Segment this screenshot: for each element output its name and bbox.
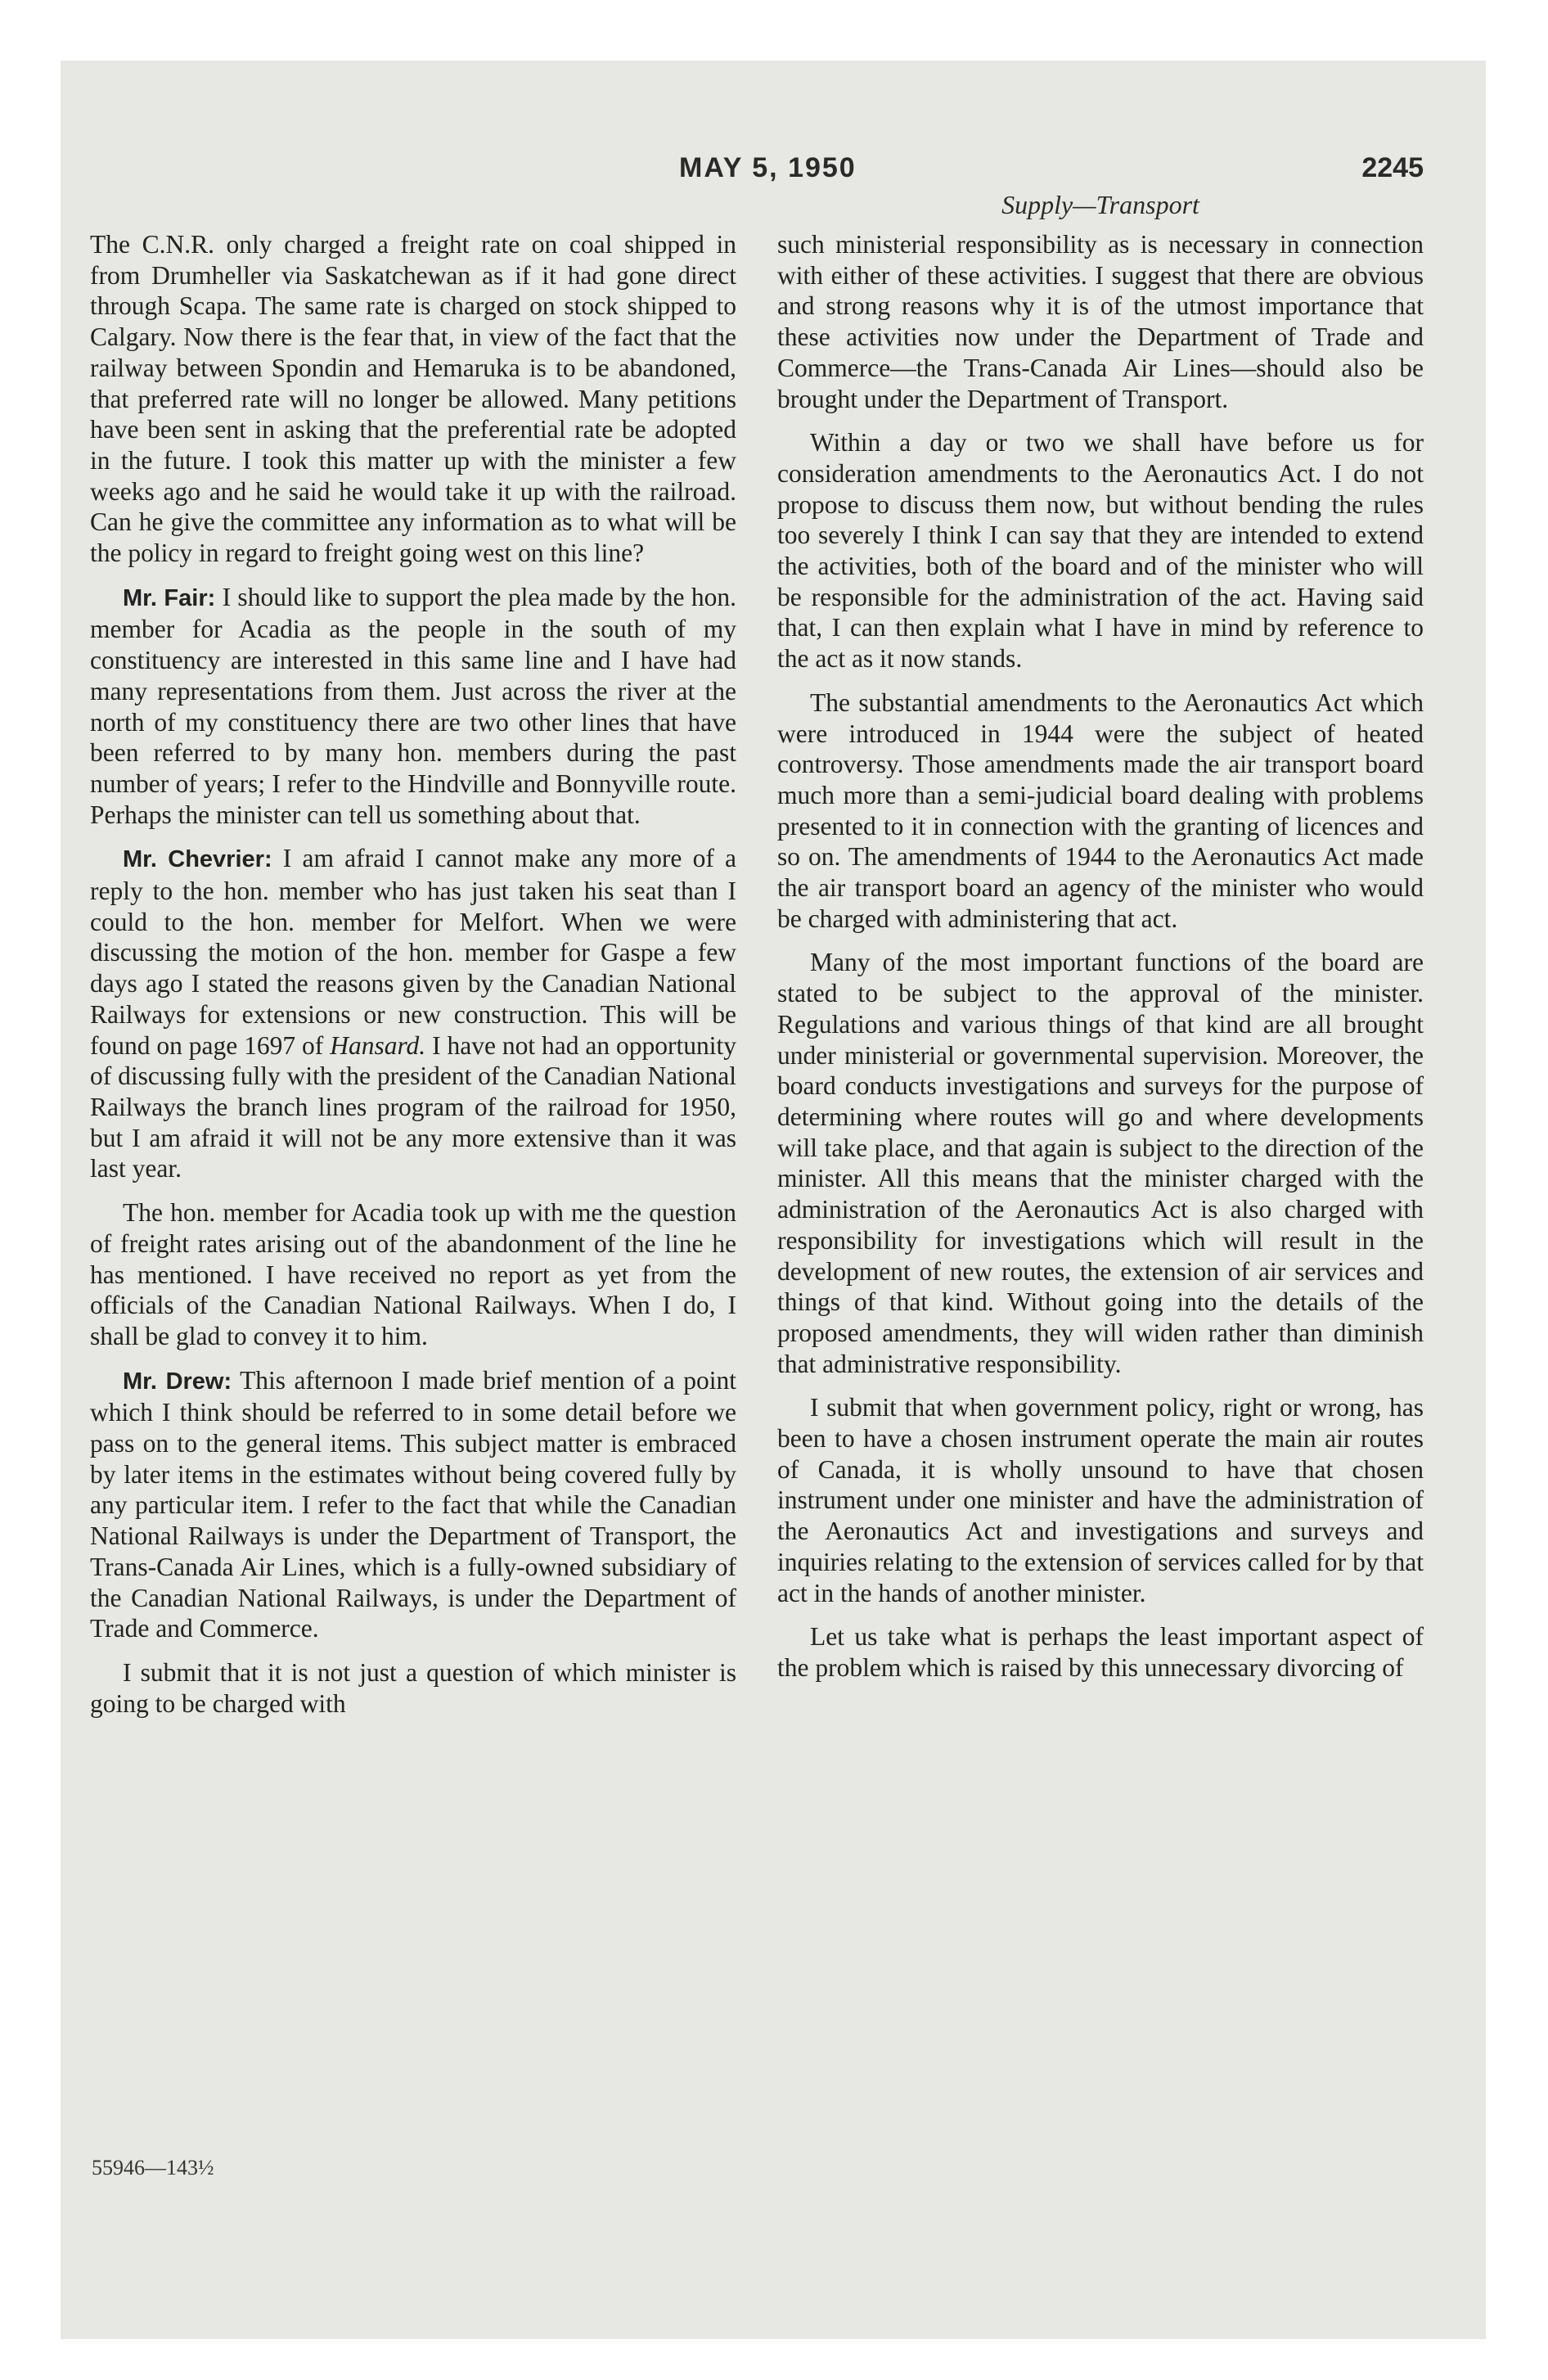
paragraph: Many of the most important functions of the board are stated to be subject to the approval of the minister. Regulations and various things of that kind are all brought under ministerial or governmental supervision. Moreover, the board conducts investigations and surveys for the purpose of determining where routes will go and where developments will take place, and that again is subject to the direction of the minister. All this means that the minister charged with the administration of the Aeronautics Act is also charged with responsibility for investigations which will result in the development of new routes, the extension of air services and things of that kind. Without going into the details of the proposed amendments, they will widen rather than diminish that administrative responsibility. bbox=[777, 948, 1424, 1378]
page-date: MAY 5, 1950 bbox=[679, 152, 857, 183]
speech-text: I should like to support the plea made by the hon. member for Acadia as the people in the south of my constituency are interested in this same line and I have had many representations from them. Just across the river at the north of my constituency there are two other lines that have been referred to by many hon. members during the past number of years; I refer to the Hindville and Bonnyville route. Perhaps the minister can tell us something about that. bbox=[90, 582, 736, 829]
hansard-reference: Hansard. bbox=[330, 1030, 426, 1060]
paragraph: I submit that it is not just a question of which minister is going to be charged with bbox=[90, 1657, 736, 1718]
speech-text: I have not had an opportunity of discussing fully with the president of the Canadian National Railways the branch lines program of the railroad for 1950, but I am afraid it will not be any more extensive than it was last year. bbox=[90, 1030, 737, 1183]
right-column bbox=[777, 229, 1424, 1697]
speech-text: I am afraid I cannot make any more of a reply to the hon. member who has just taken his seat than I could to the hon. member for Melfort. When we were discussing the motion of the hon. member for Gaspe a few days ago I stated the reasons given by the Canadian National Railways for extensions or new construction. This will be found on page 1697 of bbox=[90, 844, 736, 1060]
paragraph: The substantial amendments to the Aeronautics Act which were introduced in 1944 were the subject of heated controversy. Those amendments made the air transport board much more than a semi-judicial board dealing with problems presented to it in connection with the granting of licences and so on. The amendments of 1944 to the Aeronautics Act made the air transport board an agency of the minister who would be charged with administering that act. bbox=[777, 687, 1424, 933]
paragraph: Let us take what is perhaps the least important aspect of the problem which is raised by this unnecessary divorcing of bbox=[777, 1622, 1424, 1682]
running-head: Supply—Transport bbox=[1001, 190, 1199, 219]
paragraph: The C.N.R. only charged a freight rate on coal shipped in from Drumheller via Saskatchewan as if it had gone direct through Scapa. The same rate is charged on stock shipped to Calgary. Now there is the fear that, in view of the fact that the railway between Spondin and Hemaruka is to be abandoned, that preferred rate will no longer be allowed. Many petitions have been sent in asking that the preferential rate be adopted in the future. I took this matter up with the minister a few weeks ago and he said he would take it up with the railroad. Can he give the committee any information as to what will be the policy in regard to freight going west on this line? bbox=[90, 230, 736, 568]
paragraph bbox=[90, 1365, 736, 1644]
paragraph: The hon. member for Acadia took up with me the question of freight rates arising out of the abandonment of the line he has mentioned. I have received no report as yet from the officials of the Canadian National Railways. When I do, I shall be glad to convey it to him. bbox=[90, 1198, 736, 1350]
speaker-name: Mr. Chevrier: bbox=[123, 846, 272, 873]
page-header bbox=[90, 152, 1424, 193]
speaker-name: Mr. Drew: bbox=[123, 1368, 232, 1395]
paragraph: I submit that when government policy, right or wrong, has been to have a chosen instrument operate the main air routes of Canada, it is wholly unsound to have that chosen instrument under one minister and have the administration of the Aeronautics Act and investigations and surveys and inquiries relating to the extension of services called for by that act in the hands of another minister. bbox=[777, 1393, 1424, 1607]
page-number: 2245 bbox=[1361, 152, 1424, 183]
speech-text: This afternoon I made brief mention of a point which I think should be referred to in some detail before we pass on to the general items. This subject matter is embraced by later items in the estimates without being covered fully by any particular item. I refer to the fact that while the Canadian National Railways is under the Department of Transport, the Trans-Canada Air Lines, which is a fully-owned subsidiary of the Canadian National Railways, is under the Department of Trade and Commerce. bbox=[90, 1365, 736, 1643]
speaker-name: Mr. Fair: bbox=[123, 584, 216, 611]
print-code: 55946—143½ bbox=[92, 2156, 214, 2179]
paragraph: such ministerial responsibility as is necessary in connection with either of these activities. I suggest that there are obvious and strong reasons why it is of the utmost importance that these activities now under the Department of Trade and Commerce—the Trans-Canada Air Lines—should also be brought under the Department of Transport. bbox=[777, 230, 1424, 413]
left-column bbox=[90, 229, 736, 1732]
paragraph bbox=[90, 582, 736, 831]
paragraph: Within a day or two we shall have before us for consideration amendments to the Aeronautics Act. I do not propose to discuss them now, but without bending the rules too severely I think I can say that they are intended to extend the activities, both of the board and of the minister who will be responsible for the administration of the act. Having said that, I can then explain what I have in mind by reference to the act as it now stands. bbox=[777, 428, 1424, 674]
paragraph bbox=[90, 843, 736, 1184]
